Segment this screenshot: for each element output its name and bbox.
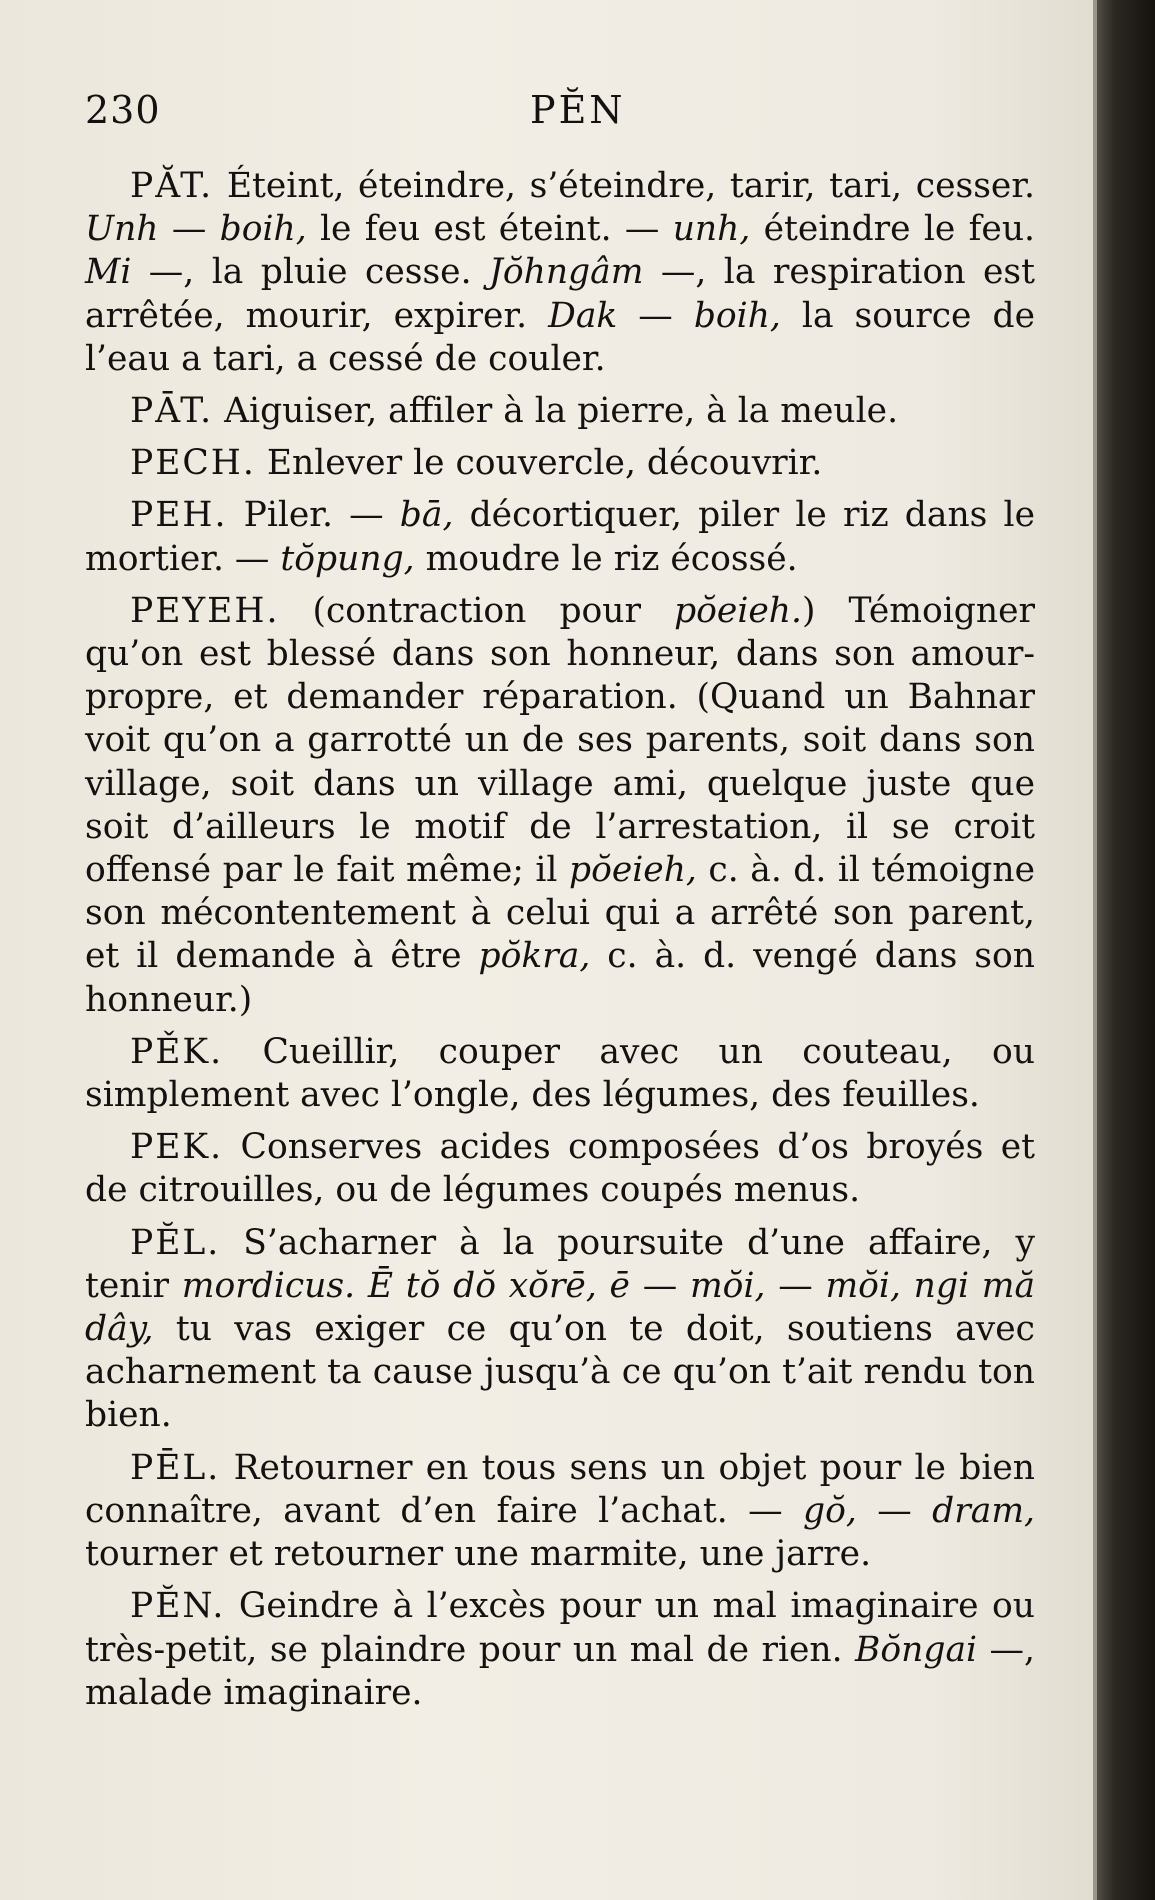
entry-definition-text: — (158, 209, 220, 250)
entry-italic-term: tŏpung, (280, 538, 415, 579)
entry-definition-text: Aiguiser, affiler à la pierre, à la meule. (213, 391, 899, 432)
dictionary-entry (85, 390, 1035, 433)
entry-headword: PEYEH. (130, 590, 280, 631)
entry-definition-text: décortiquer, piler le riz dans le mortier. — (85, 495, 1035, 579)
entry-italic-term: Dak (548, 295, 618, 336)
entry-definition-text: —, malade imaginaire. (85, 1629, 1036, 1713)
dictionary-body (85, 165, 1035, 1724)
entry-italic-term: mordicus. (181, 1265, 356, 1306)
entry-definition-text: tourner et retourner une marmite, une jarre. (85, 1534, 872, 1575)
entry-italic-term: pŏkra, (478, 936, 591, 977)
entry-definition-text (355, 1266, 368, 1306)
entry-definition-text: Retourner en tous sens un objet pour le bien connaître, avant d’en faire l’achat. — (85, 1447, 1035, 1531)
dictionary-entry (85, 1031, 1035, 1117)
entry-definition-text: —, la respiration est arrêtée, mourir, expirer. (85, 252, 1035, 336)
entry-definition-text: Geindre à l’excès pour un mal imaginaire ou très-petit, se plaindre pour un mal de rien. (85, 1586, 1035, 1670)
entry-definition-text: le feu est éteint. — (306, 209, 673, 250)
entry-italic-term: Bŏngai (855, 1629, 978, 1670)
dictionary-entry (85, 1126, 1035, 1212)
entry-italic-term: dram, (932, 1490, 1035, 1531)
entry-italic-term: boih, (693, 295, 781, 336)
entry-definition-text: c. à. d. vengé dans son honneur.) (85, 936, 1035, 1020)
entry-definition-text: Cueillir, couper avec un couteau, ou simplement avec l’ongle, des légumes, des feuilles. (85, 1031, 1035, 1116)
entry-headword: PĂT. (130, 166, 214, 206)
entry-headword: PĒL. (130, 1447, 221, 1488)
entry-italic-term: gŏ, (803, 1490, 857, 1531)
dictionary-entry (85, 1585, 1035, 1715)
entry-italic-term: bā, (399, 495, 454, 536)
entry-headword: PEH. (130, 495, 228, 536)
page-header (85, 88, 1045, 138)
entry-definition-text: moudre le riz écossé. (414, 538, 798, 579)
entry-headword: PEK. (130, 1127, 224, 1168)
entry-definition-text: S’acharner à la poursuite d’une affaire, y tenir (85, 1222, 1035, 1306)
book-binding-edge (1093, 0, 1155, 1900)
entry-definition-text: Éteint, éteindre, s’éteindre, tarir, tari, cesser. (213, 166, 1035, 206)
entry-headword: PĔN. (130, 1586, 226, 1627)
dictionary-entry (85, 165, 1035, 381)
entry-italic-term: Unh (85, 209, 159, 250)
running-head: PĔN (530, 88, 626, 132)
entry-headword: PĔL. (130, 1222, 221, 1263)
entry-italic-term: pŏeieh, (568, 850, 697, 891)
entry-definition-text: —, la pluie cesse. (131, 252, 490, 293)
entry-definition-text: — (629, 1265, 690, 1306)
entry-definition-text: Enlever le couvercle, découvrir. (255, 443, 823, 484)
entry-definition-text: tu vas exiger ce qu’on te doit, soutiens avec acharnement ta cause jusqu’à ce qu’on t’ait rendu ton bien. (85, 1309, 1035, 1436)
entry-italic-term: Jŏhngâm (489, 252, 644, 293)
entry-definition-text: Conserves acides composées d’os broyés et de citrouilles, ou de légumes coupés menus. (85, 1127, 1035, 1211)
entry-definition-text: — (617, 295, 694, 336)
entry-definition-text: éteindre le feu. (750, 209, 1035, 250)
entry-headword: PĀT. (130, 391, 214, 432)
entry-definition-text: (contraction pour (279, 590, 675, 631)
entry-italic-term: mŏi, ngi mă dây, (85, 1265, 1036, 1350)
dictionary-entry (85, 442, 1035, 485)
entry-headword: PĚK. (130, 1031, 224, 1072)
entry-definition-text: Piler. — (227, 495, 400, 536)
entry-italic-term: boih, (219, 209, 307, 250)
entry-definition-text: la source de l’eau a tari, a cessé de couler. (85, 295, 1035, 379)
dictionary-entry (85, 590, 1035, 1022)
dictionary-entry (85, 1447, 1035, 1577)
entry-italic-term: pŏeieh. (674, 590, 802, 631)
entry-definition-text: c. à. d. il témoigne son mécontentement à celui qui a arrêté son parent, et il demande à être (85, 850, 1036, 977)
dictionary-entry (85, 1222, 1035, 1438)
dictionary-entry (85, 494, 1035, 580)
page-number: 230 (85, 88, 161, 132)
entry-italic-term: Ē tŏ dŏ xŏrē, ē (367, 1265, 630, 1306)
entry-definition-text: ) Témoigner qu’on est blessé dans son honneur, dans son amour-propre, et demander réparation. (Quand un Bahnar voit qu’on a garrotté un de ses parents, soit dans son village, soit dans un village ami, quelque juste que soit d’ailleurs le motif de l’arrestation, il se croit offensé par le fait même; il (85, 590, 1035, 891)
entry-headword: PECH. (130, 443, 256, 484)
entry-definition-text: — (856, 1490, 933, 1531)
entry-italic-term: Mi (85, 252, 132, 293)
entry-italic-term: unh, (672, 209, 751, 250)
entry-definition-text: — (765, 1265, 826, 1306)
entry-italic-term: mŏi, (689, 1265, 766, 1306)
